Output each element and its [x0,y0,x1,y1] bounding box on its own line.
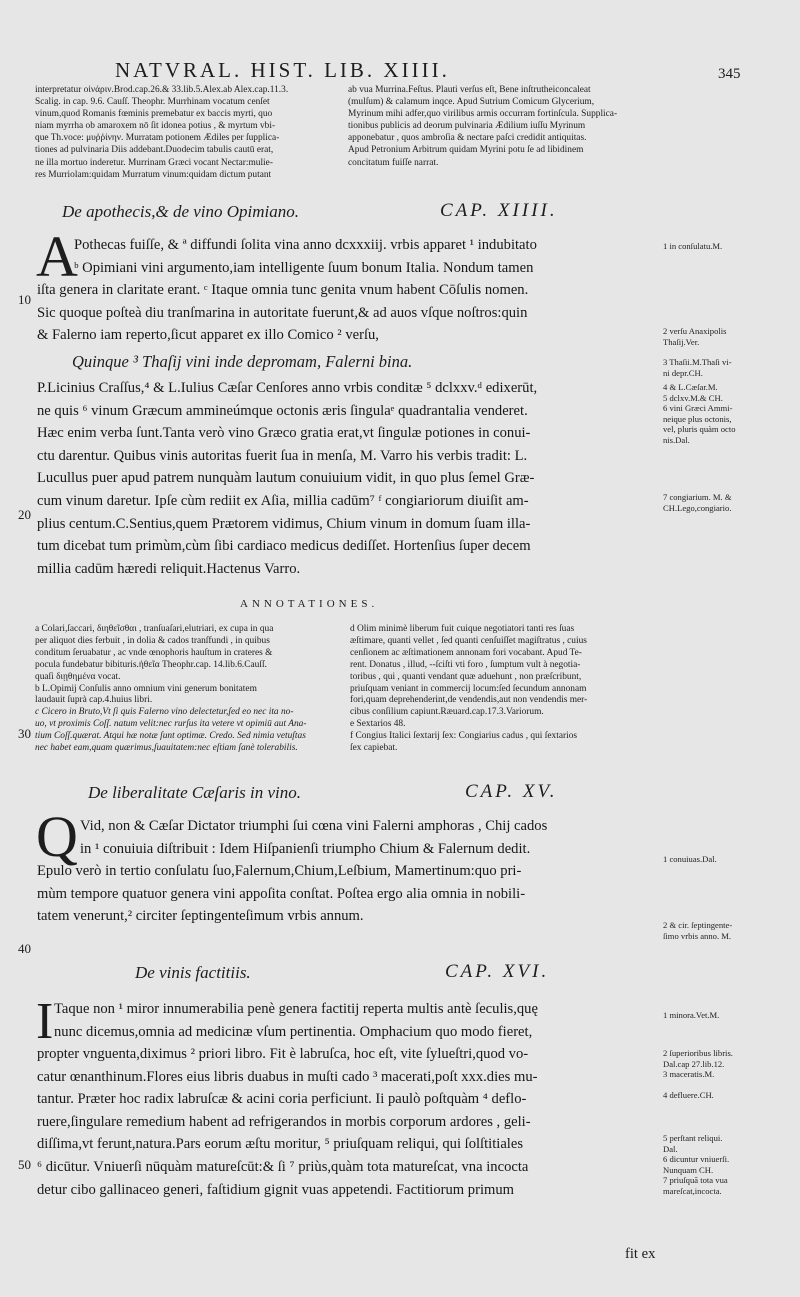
chapter-16-title: De vinis factitiis. [135,963,251,982]
annotation-line: uo, vt proximis Coſſ. natum velit:nec rurſus ita vetere vt opimiū aut Ana- [35,719,307,730]
note-line: ne illa mortuo inderetur. Murrinam Græci vocant Nectar:mulie- [35,157,273,168]
text-line: P.Licinius Craſſus,⁴ & L.Iulius Cæſar Cenſores anno vrbis conditæ ⁵ dclxxv.ᵈ edixerūt, [37,380,538,396]
line-number: 40 [18,941,31,956]
annotation-line: d Olim minimè liberum fuit cuique negotiatori tanti res ſuas [350,624,575,634]
margin-line: ſimo vrbis anno. M. [663,930,732,941]
margin-note [663,382,800,446]
note-line: tiones ad pulvinaria Diis addebant.Duodecim tabulis cautū erat, [35,145,274,156]
line-number: 10 [18,292,31,307]
annotation-line: cibus conſilium capiunt.Ræuard.cap.17.3.Variorum. [350,707,544,718]
running-title: NATVRAL. HIST. LIB. XIIII. [115,58,450,82]
margin-line: 1 in conſulatu.M. [663,241,723,251]
text-line: catur œnanthinum.Flores eius libris duabus in muſti cado ³ macerati,poſt xxx.dies mu- [37,1068,538,1085]
margin-note [663,492,800,513]
text-line: plius centum.C.Sentius,quem Prætorem vidimus, Chium vinum in domum ſuam illa- [37,515,531,532]
line-number: 20 [18,507,31,522]
text-line: ⁶ dicūtur. Vniuerſi nūquàm matureſcūt:& ſi ⁷ priùs,quàm tota matureſcat, vna incocta [37,1158,529,1175]
chapter-14-text-2 [37,377,659,580]
margin-line: 5 perſtant reliqui. [663,1133,723,1143]
text-line: Sic quoque poſteà diu tranſmarina in autoritate fuerunt,& ad auos vſque noſtros:quin [37,304,528,321]
chapter-15-text [80,815,660,860]
catchword: fit ex [625,1246,656,1262]
margin-line: 5 dclxv.M.& CH. [663,392,723,403]
margin-line: CH.Lego,congiario. [663,502,732,513]
annotation-line: ſex capiebat. [350,743,398,754]
text-line: Vid, non & Cæſar Dictator triumphi ſui cœna vini Falerni amphoras , Chij cados [80,818,548,834]
margin-line: 4 & L.Cæſar.M. [663,382,718,392]
margin-note [663,1048,800,1080]
comic-verse: Quinque ³ Thaſij vini inde depromam, Falerni bina. [72,352,413,371]
note-line: que Th.voce: μυῤῥίνην. Murratam potionem Ædiles per ſupplica- [35,133,280,144]
line-number: 30 [18,726,31,741]
chapter-14-text [74,234,659,279]
text-line: cum vinum daretur. Ipſe cùm rediit ex Aſia, millia cadūm⁷ ᶠ congiariorum diuiſit am- [37,492,529,509]
annotation-line: pocula fundebatur bibituris.ἠθεῖα Theophr.cap. 14.lib.6.Cauſſ. [35,659,267,670]
note-line: vinum,quod Romanis fœminis premebatur ex baccis myrti, quo [35,109,273,120]
text-line: ruere,ſingulare remedium habent ad refrigerandos in morbis corporum ardores , geli- [37,1113,531,1130]
margin-line: 1 minora.Vet.M. [663,1010,720,1020]
annotationes-heading: ANNOTATIONES. [240,598,379,610]
chapter-16-number: CAP. XVI. [445,961,550,982]
annotation-line: quaſi διῃθημένα vocat. [35,671,121,682]
note-line: Myrinum mihi adfer,quo virilibus armis occurram fortinſcula. Supplica- [348,109,618,120]
text-line: propter vnguenta,diximus ² priori libro. Fit è labruſca, hoc eſt, vite ſylueſtri,quod vo- [37,1046,529,1062]
text-line: Epulo verò in tertio conſulatu ſuo,Falernum,Chium,Leſbium, Mamertinum:quo pri- [37,863,522,879]
text-line: ctu darentur. Quibus vinis autoritas fuerit ſua in menſa, M. Varro his verbis tradit: L. [37,447,528,464]
margin-line: mareſcat,incocta. [663,1185,722,1196]
margin-line: 6 vini Græci Ammi- [663,403,733,414]
margin-line: nis.Dal. [663,434,690,445]
annotation-line: c Cicero in Bruto,Vt ſi quis Falerno vino delectetur,ſed eo nec ita no- [35,707,294,718]
text-line: tantur. Præter hoc radix labruſcæ & acini coria perficiunt. Ii paulò poſtquàm ⁴ deflo- [37,1091,527,1108]
annotation-line: æſtimare, quanti vellet , ſed quanti cenſuiſſet magiſtratus , cuius [350,635,587,646]
margin-note [663,241,800,252]
margin-line: 7 priuſquā tota vua [663,1175,728,1186]
chapter-14-text-cont [37,279,659,347]
note-line: niam myrrha ob amaroxem nō ſit idonea potius , & myrtum vbi- [35,121,276,132]
margin-line: Nunquam CH. [663,1164,714,1175]
top-notes-left [35,84,340,181]
annotation-line: f Congius Italici ſextarij ſex: Congiarius cadus , qui ſextarios [350,731,578,742]
text-line: ᵇ Opimiani vini argumento,iam intelligente ſuum bonum Italia. Nondum tamen [74,259,534,276]
margin-line: 3 Thaſii.M.Thaſi vi- [663,357,732,367]
dropcap-q: Q [36,804,78,869]
chapter-14-number: CAP. XIIII. [440,200,558,221]
annotation-line: nec habet eam,quam quærimus,ſuauitatem:nec eſtiam ſanè tolerabilis. [35,743,298,754]
margin-line: neique plus octonis, [663,413,732,424]
margin-note [663,357,800,378]
annotation-line: fori,quam deprehenderint,de vendendis,aut non vendendis mer- [350,695,588,706]
top-notes-right [348,84,658,169]
line-number: 50 [18,1157,31,1172]
margin-line: 2 & cir. ſeptingente- [663,920,733,930]
margin-note [663,326,800,347]
note-line: Apud Petronium Arbitrum quidam Myrini potu ſe ad libidinem [348,145,584,156]
margin-line: 4 defluere.CH. [663,1090,714,1100]
annotation-line: rent. Donatus , illud, --ſciſti vti foro , ſumptum vult à negotia- [350,659,581,670]
chapter-15-number: CAP. XV. [465,781,558,802]
text-line: ne quis ⁶ vinum Græcum ammineúmque octonis æris ſingulaᵉ quadrantalia venderet. [37,402,528,419]
note-line: tionibus publicis ad deorum pulvinaria Ædilium iuſſu Myrinum [348,121,586,132]
annotation-line: laudauit ſuprà cap.4.huius libri. [35,695,153,706]
chapter-16-text-cont [37,1043,659,1201]
note-line: concitatum fuiſſe narrat. [348,157,439,168]
text-line: Lucullus puer apud patrem nunquàm lautum conuiuium vidit, in quo plus ſemel Græ- [37,470,535,487]
chapter-15-text-cont [37,860,659,928]
annotation-line: a Colari,ſaccari, διηθεῖσθαι , tranſuaſari,elutriari, ex cupa in qua [35,624,274,634]
annotation-line: conditum ſeruabatur , ac vnde œnophoris hauſtum in crateres & [35,647,273,658]
annotation-line: cenſionem ac æſtimationem annonam fori vocabant. Apud Te- [350,647,582,658]
text-line: Pothecas fuiſſe, & ª diffundi ſolita vina anno dcxxxiij. vrbis apparet ¹ indubitato [74,237,537,253]
note-line: interpretatur οἰνάριν.Brod.cap.26.& 33.lib.5.Alex.ab Alex.cap.11.3. [35,85,289,95]
text-line: diſſima,vt ferunt,natura.Pars eorum æſtu moritur, ⁵ priuſquam reliqui, qui ſolſtitiales [37,1136,524,1153]
text-line: millia cadūm hæredi reliquit.Hactenus Varro. [37,560,301,577]
annotation-line: per aliquot dies ferbuit , in dolia & cados tranſfundi , in quibus [35,635,270,646]
margin-note [663,1090,800,1101]
chapter-16-text [54,998,660,1043]
chapter-15-title: De liberalitate Cæſaris in vino. [88,783,301,802]
note-line: ab vua Murrina.Feſtus. Plauti verſus eſt, Bene inſtrutheiconcaleat [348,85,591,95]
chapter-14-title: De apothecis,& de vino Opimiano. [62,202,300,221]
text-line: Taque non ¹ miror innumerabilia penè genera factitij reperta multis antè ſeculis,quę [54,1001,538,1017]
margin-note [663,1133,800,1197]
text-line: tum dicebat tum primùm,cùm ſibi cardiaco medicus dediſſet. Hortenſius ſuper decem [37,538,531,555]
dropcap-i: I [36,993,54,1050]
annotationes-right [350,624,660,755]
text-line: detur cibo gallinaceo generi, faſtidium gignit vuas appetendi. Factitiorum primum [37,1181,515,1198]
text-line: mùm tempore quatuor genera vini appoſita conſtat. Poſtea ergo alia omnia in nobili- [37,885,526,902]
margin-note [663,920,800,941]
margin-line: 3 maceratis.M. [663,1069,715,1080]
text-line: Hæc enim verba ſunt.Tanta verò vino Græco gratia erat,vt ſingulæ potiones in conui- [37,425,531,442]
text-line: tatem venerunt,² circiter ſeptingenteſimum vrbis annum. [37,908,364,925]
page-number: 345 [718,66,741,82]
text-line: in ¹ conuiuia diſtribuit : Idem Hiſpanienſi triumpho Chium & Falernum dedit. [80,840,531,857]
note-line: res Murriolam:quidam Murratum vinum:quidam dictum putant [35,169,272,180]
annotation-line: priuſquam veniant in commercij locum:ſed ſecundum annonam [350,683,587,694]
annotation-line: toribus , qui , quanti vendant quæ aduehunt , non præſcribunt, [350,671,582,682]
note-line: apponebatur , quos ambroſia & nectare paſci credidit antiquitas. [348,133,587,144]
margin-line: 1 conuiuas.Dal. [663,854,717,864]
annotation-line: tium Coſſ.quærat. Atqui hæ notæ ſunt optimæ. Credo. Sed nimia vetuſtas [35,731,306,742]
text-line: iſta genera in claritate erant. ᶜ Itaque omnia tunc genita vnum habent Cōſulis nomen. [37,282,529,298]
dropcap-a: A [36,224,78,289]
annotation-line: b L.Opimij Conſulis anno omnium vini generum bonitatem [35,683,257,694]
annotationes-left [35,624,355,755]
margin-line: 6 dicuntur vniuerſi. [663,1154,730,1165]
margin-line: Dal. [663,1143,678,1154]
margin-line: Dal.cap 27.lib.12. [663,1058,725,1069]
margin-note [663,1010,800,1021]
text-line: & Falerno iam reperto,ſicut apparet ex illo Comico ² verſu, [37,327,379,344]
margin-note [663,854,800,865]
margin-line: ni depr.CH. [663,367,703,378]
annotation-line: e Sextarios 48. [350,719,406,730]
margin-line: vel, pluris quàm octo [663,424,736,435]
margin-line: 2 verſu Anaxipolis [663,326,727,336]
margin-line: Thaſij.Ver. [663,336,700,347]
note-line: Scalig. in cap. 9.6. Cauſſ. Theophr. Murrhinam vocatum cenſet [35,97,270,108]
margin-line: 7 congiarium. M. & [663,492,732,502]
note-line: (mulſum) & calamum inqce. Apud Sutrium Comicum Glycerium, [348,97,595,108]
text-line: nunc dicemus,omnia ad medicinæ vſum pertinentia. Omphacium quo modo fieret, [54,1023,533,1040]
margin-line: 2 ſuperioribus libris. [663,1048,733,1058]
